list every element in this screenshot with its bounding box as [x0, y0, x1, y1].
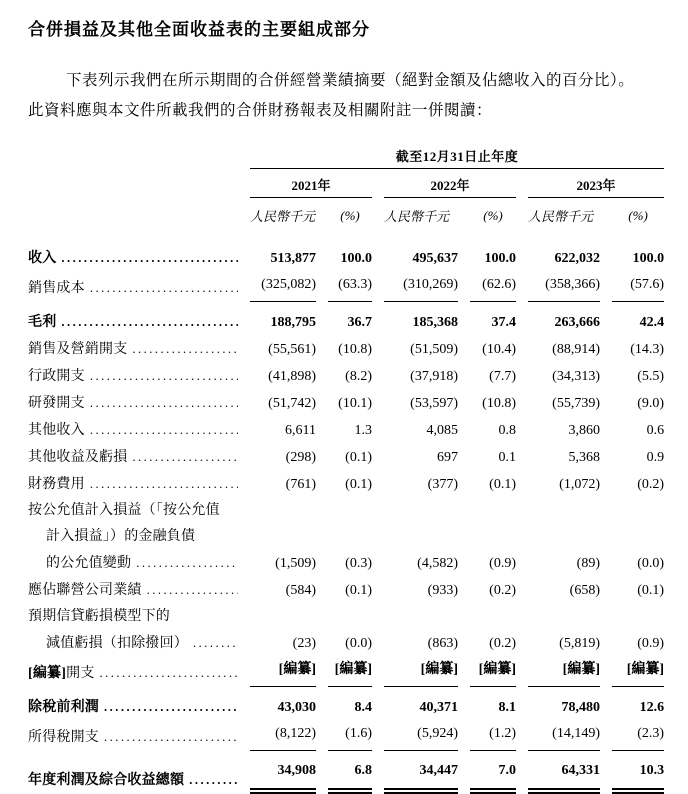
percent-cell: 0.6 — [646, 423, 665, 438]
leader-dots — [85, 363, 238, 389]
percent-cell — [470, 524, 516, 550]
percent-cell: 12.6 — [639, 700, 665, 715]
amount-cell: (5,924) — [384, 721, 458, 751]
row-label — [28, 272, 238, 302]
table-row — [28, 302, 664, 336]
amount-cell: (23) — [292, 636, 316, 651]
percent-cell: 100.0 — [340, 251, 372, 266]
intro-line-2: 此資料應與本文件所載我們的合併財務報表及相關附註一併閱讀： — [28, 102, 493, 119]
leader-dots — [85, 275, 238, 301]
amount-cell — [250, 498, 316, 524]
page-title: 合併損益及其他全面收益表的主要組成部分 — [28, 20, 370, 39]
amount-cell — [528, 524, 600, 550]
amount-cell — [384, 498, 458, 524]
amount-cell: (310,269) — [384, 272, 458, 302]
percent-cell: 36.7 — [347, 315, 372, 330]
leader-dots — [56, 309, 238, 335]
spacer-cell — [28, 198, 238, 245]
intro-line-1: 下表列示我們在所示期間的合併經營業績摘要（絕對金額及佔總收入的百分比）。 — [66, 72, 635, 89]
amount-cell: (88,914) — [552, 342, 600, 357]
unit-header-2023: 人民幣千元 — [528, 209, 594, 224]
percent-cell: (0.9) — [489, 556, 516, 571]
amount-cell: (4,582) — [417, 556, 458, 571]
amount-cell — [250, 604, 316, 630]
year-header-2023: 2023年 — [528, 169, 664, 198]
amount-cell — [384, 524, 458, 550]
amount-cell: [編纂] — [250, 657, 316, 687]
amount-cell: (8,122) — [250, 721, 316, 751]
percent-cell: (9.0) — [637, 396, 665, 411]
row-label-text: 除稅前利潤 — [28, 700, 99, 715]
table-head — [28, 146, 664, 245]
row-label — [28, 577, 238, 604]
row-label-text: 應佔聯營公司業績 — [28, 583, 142, 598]
amount-cell: 513,877 — [270, 251, 316, 266]
amount-cell — [528, 498, 600, 524]
percent-cell: (0.0) — [637, 556, 665, 571]
amount-cell: [編纂] — [384, 657, 458, 687]
amount-cell: 40,371 — [419, 700, 458, 715]
row-label — [28, 444, 238, 471]
percent-cell: 37.4 — [491, 315, 516, 330]
amount-cell: (34,313) — [552, 369, 600, 384]
row-label-text: 年度利潤及綜合收益總額 — [28, 773, 185, 788]
amount-cell: (53,597) — [410, 396, 458, 411]
percent-cell: (0.1) — [345, 477, 372, 492]
table-row — [28, 272, 664, 302]
redacted-tag: [編纂] — [28, 666, 67, 681]
percent-cell: [編纂] — [328, 657, 372, 687]
percent-cell: (7.7) — [489, 369, 516, 384]
row-label-text: 財務費用 — [28, 477, 85, 492]
percent-cell: (8.2) — [345, 369, 372, 384]
row-label-text: 其他收益及虧損 — [28, 450, 128, 465]
row-label-text: 其他收入 — [28, 423, 85, 438]
table-row — [28, 390, 664, 417]
amount-cell: 78,480 — [561, 700, 600, 715]
percent-cell — [470, 604, 516, 630]
percent-cell — [470, 498, 516, 524]
amount-cell: (1,072) — [559, 477, 600, 492]
amount-cell: (14,149) — [528, 721, 600, 751]
row-label-text: 銷售成本 — [28, 281, 85, 296]
percent-cell — [328, 498, 372, 524]
percent-cell — [612, 604, 664, 630]
percent-cell: (10.4) — [482, 342, 516, 357]
amount-cell: (5,819) — [559, 636, 600, 651]
row-label — [28, 302, 238, 336]
percent-cell: (2.3) — [612, 721, 664, 751]
leader-dots — [99, 724, 238, 750]
amount-cell: 34,447 — [384, 751, 458, 794]
amount-cell: 5,368 — [568, 450, 600, 465]
amount-cell: (761) — [285, 477, 316, 492]
row-label-text: 研發開支 — [28, 396, 85, 411]
percent-cell: 8.1 — [498, 700, 516, 715]
percent-cell: (0.1) — [345, 450, 372, 465]
spacer-cell — [28, 146, 238, 169]
percent-cell: 8.4 — [354, 700, 372, 715]
percent-cell: 0.8 — [498, 423, 516, 438]
percent-cell: 10.3 — [612, 751, 664, 794]
percent-cell: 0.1 — [498, 450, 516, 465]
leader-dots — [127, 336, 238, 362]
amount-cell — [384, 604, 458, 630]
amount-cell: (933) — [427, 583, 458, 598]
amount-cell: (51,509) — [410, 342, 458, 357]
percent-cell: (63.3) — [328, 272, 372, 302]
percent-cell: 100.0 — [632, 251, 665, 266]
leader-dots — [99, 694, 238, 720]
row-label-text: 行政開支 — [28, 369, 85, 384]
amount-cell: [編纂] — [528, 657, 600, 687]
table-row — [28, 336, 664, 363]
percent-cell: (0.0) — [345, 636, 372, 651]
row-label — [28, 550, 238, 577]
amount-cell: (584) — [285, 583, 316, 598]
amount-cell — [250, 524, 316, 550]
row-label — [28, 721, 238, 751]
row-label — [28, 336, 238, 363]
percent-cell: (0.2) — [489, 636, 516, 651]
percent-cell: (1.6) — [328, 721, 372, 751]
row-label — [28, 524, 238, 550]
table-row — [28, 721, 664, 751]
percent-cell: (10.8) — [482, 396, 516, 411]
table-row — [28, 363, 664, 390]
percent-cell: [編纂] — [470, 657, 516, 687]
leader-dots — [127, 444, 238, 470]
percent-cell: (1.2) — [470, 721, 516, 751]
row-label — [28, 363, 238, 390]
amount-cell: 263,666 — [554, 315, 600, 330]
leader-dots — [95, 660, 238, 686]
row-label — [28, 245, 238, 272]
percent-cell: (0.1) — [637, 583, 665, 598]
unit-header-row — [28, 198, 664, 245]
row-label-text: 所得稅開支 — [28, 730, 99, 745]
percent-cell: (5.5) — [637, 369, 665, 384]
table-row — [28, 245, 664, 272]
table-body — [28, 245, 664, 794]
unit-header-2021: 人民幣千元 — [250, 209, 316, 224]
table-row — [28, 417, 664, 444]
amount-cell: 185,368 — [412, 315, 458, 330]
percent-cell: (57.6) — [612, 272, 664, 302]
percent-cell: 1.3 — [354, 423, 372, 438]
row-label-text: 毛利 — [28, 315, 57, 330]
percent-cell — [612, 498, 664, 524]
table-row — [28, 498, 664, 524]
period-header: 截至12月31日止年度 — [250, 146, 664, 169]
percent-cell: 7.0 — [470, 751, 516, 794]
row-label-text: 計入損益」）的金融負債 — [46, 529, 196, 544]
percent-cell: 100.0 — [484, 251, 516, 266]
amount-cell: (51,742) — [268, 396, 316, 411]
amount-cell: 697 — [437, 450, 458, 465]
financial-table — [16, 146, 676, 794]
amount-cell: (1,509) — [275, 556, 316, 571]
amount-cell: (377) — [427, 477, 458, 492]
percent-cell: 6.8 — [328, 751, 372, 794]
amount-cell: (37,918) — [410, 369, 458, 384]
spacer-cell — [28, 169, 238, 198]
leader-dots — [184, 767, 238, 793]
row-label — [28, 604, 238, 630]
leader-dots — [85, 417, 238, 443]
row-label — [28, 471, 238, 498]
year-header-2022: 2022年 — [384, 169, 516, 198]
table-row — [28, 657, 664, 687]
percent-cell: (10.8) — [338, 342, 372, 357]
leader-dots — [142, 577, 238, 603]
leader-dots — [85, 471, 238, 497]
table-row — [28, 524, 664, 550]
row-label — [28, 751, 238, 794]
amount-cell: (863) — [427, 636, 458, 651]
row-label — [28, 498, 238, 524]
percent-header-2022: (%) — [483, 207, 503, 223]
amount-cell: 34,908 — [250, 751, 316, 794]
amount-cell: 622,032 — [554, 251, 600, 266]
row-label-text: 開支 — [66, 666, 95, 681]
amount-cell: (298) — [285, 450, 316, 465]
amount-cell: (658) — [569, 583, 600, 598]
year-header-row — [28, 169, 664, 198]
amount-cell: (55,561) — [268, 342, 316, 357]
row-label-text: 銷售及營銷開支 — [28, 342, 128, 357]
amount-cell: (41,898) — [268, 369, 316, 384]
table-row — [28, 550, 664, 577]
table-row — [28, 751, 664, 794]
table-row — [28, 604, 664, 630]
percent-cell: 42.4 — [639, 315, 665, 330]
table-row — [28, 687, 664, 721]
amount-cell: 6,611 — [285, 423, 316, 438]
row-label-text: 預期信貸虧損模型下的 — [28, 609, 170, 624]
table-row — [28, 471, 664, 498]
unit-header-2022: 人民幣千元 — [384, 209, 450, 224]
amount-cell: 64,331 — [528, 751, 600, 794]
amount-cell: 188,795 — [270, 315, 316, 330]
percent-cell: [編纂] — [612, 657, 664, 687]
amount-cell: 43,030 — [277, 700, 316, 715]
percent-cell: (14.3) — [630, 342, 665, 357]
amount-cell: (55,739) — [552, 396, 600, 411]
percent-cell — [612, 524, 664, 550]
leader-dots — [85, 390, 238, 416]
row-label-text: 按公允值計入損益（「按公允值 — [28, 503, 220, 518]
table-row — [28, 444, 664, 471]
percent-cell: (0.1) — [345, 583, 372, 598]
amount-cell: 495,637 — [412, 251, 458, 266]
row-label-text: 收入 — [28, 251, 57, 266]
percent-cell: (0.2) — [489, 583, 516, 598]
amount-cell: 3,860 — [568, 423, 600, 438]
leader-dots — [56, 245, 238, 271]
amount-cell: 4,085 — [426, 423, 458, 438]
row-label — [28, 390, 238, 417]
percent-cell: (0.1) — [489, 477, 516, 492]
percent-header-2023: (%) — [628, 207, 648, 223]
row-label — [28, 630, 238, 657]
row-label — [28, 417, 238, 444]
row-label — [28, 657, 238, 687]
intro-paragraph — [28, 66, 662, 126]
year-header-2021: 2021年 — [250, 169, 372, 198]
table-row — [28, 630, 664, 657]
amount-cell: (89) — [576, 556, 600, 571]
percent-cell — [328, 524, 372, 550]
period-header-row — [28, 146, 664, 169]
percent-cell: 0.9 — [646, 450, 665, 465]
amount-cell: (358,366) — [528, 272, 600, 302]
percent-cell: (62.6) — [470, 272, 516, 302]
leader-dots — [188, 630, 238, 656]
percent-header-2021: (%) — [340, 207, 360, 223]
percent-cell — [328, 604, 372, 630]
percent-cell: (0.3) — [345, 556, 372, 571]
leader-dots — [131, 550, 238, 576]
table-row — [28, 577, 664, 604]
percent-cell: (10.1) — [338, 396, 372, 411]
amount-cell: (325,082) — [250, 272, 316, 302]
amount-cell — [528, 604, 600, 630]
row-label — [28, 687, 238, 721]
row-label-text: 減值虧損（扣除撥回） — [46, 636, 188, 651]
percent-cell: (0.2) — [637, 477, 665, 492]
percent-cell: (0.9) — [637, 636, 665, 651]
row-label-text: 的公允值變動 — [46, 556, 132, 571]
